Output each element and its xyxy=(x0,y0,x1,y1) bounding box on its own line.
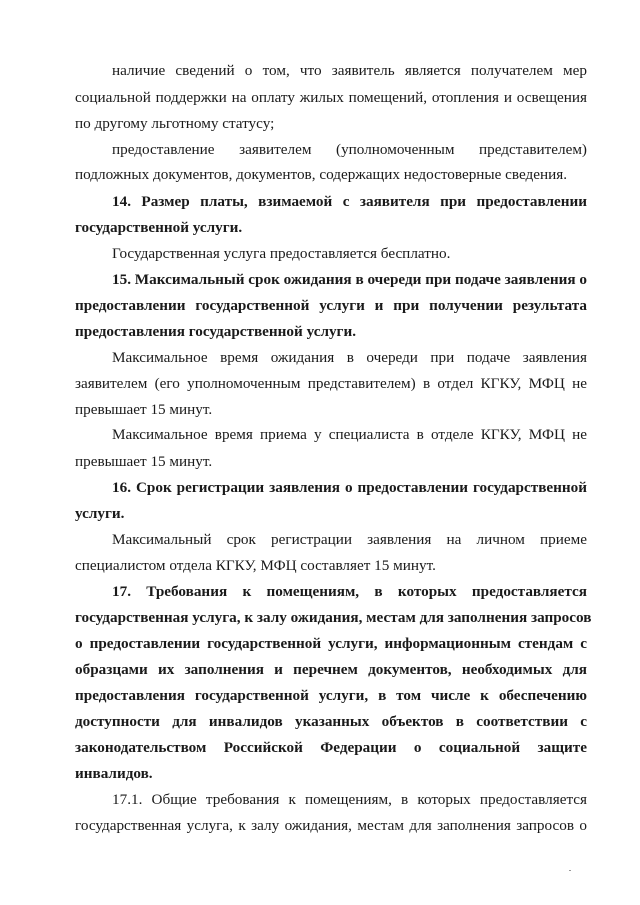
text-line: Максимальное время приема у специалиста в отделе КГКУ, МФЦ не xyxy=(112,426,587,443)
section-heading-14-cont: государственной услуги. xyxy=(75,219,243,236)
section-heading-15-cont: предоставления государственной услуги. xyxy=(75,323,356,340)
section-heading-17-cont: образцами их заполнения и перечнем документов, необходимых для xyxy=(75,661,587,678)
text-line: по другому льготному статусу; xyxy=(75,115,275,132)
text-line: предоставление заявителем (уполномоченным представителем) xyxy=(112,141,587,158)
section-heading-17: 17. Требования к помещениям, в которых предоставляется xyxy=(112,583,587,600)
scan-speck xyxy=(569,870,571,871)
text-line: Максимальное время ожидания в очереди при подаче заявления xyxy=(112,349,587,366)
text-line: заявителем (его уполномоченным представителем) в отдел КГКУ, МФЦ не xyxy=(75,375,587,392)
text-line: превышает 15 минут. xyxy=(75,453,213,470)
text-line: наличие сведений о том, что заявитель является получателем мер xyxy=(112,62,587,79)
section-heading-17-cont: предоставления государственной услуги, в том числе к обеспечению xyxy=(75,687,587,704)
section-heading-14: 14. Размер платы, взимаемой с заявителя при предоставлении xyxy=(112,193,587,210)
section-heading-17-cont: государственная услуга, к залу ожидания, местам для заполнения запросов xyxy=(75,609,592,626)
section-heading-16: 16. Срок регистрации заявления о предоставлении государственной xyxy=(112,479,587,496)
section-heading-16-cont: услуги. xyxy=(75,505,125,522)
section-heading-17-cont: о предоставлении государственной услуги, информационным стендам с xyxy=(75,635,587,652)
section-heading-15-cont: предоставлении государственной услуги и при получении результата xyxy=(75,297,587,314)
section-heading-17-cont: инвалидов. xyxy=(75,765,153,782)
text-line: 17.1. Общие требования к помещениям, в которых предоставляется xyxy=(112,791,587,808)
text-line: Максимальный срок регистрации заявления на личном приеме xyxy=(112,531,587,548)
text-line: государственная услуга, к залу ожидания, местам для заполнения запросов о xyxy=(75,817,587,834)
text-line: подложных документов, документов, содержащих недостоверные сведения. xyxy=(75,166,568,183)
section-heading-17-cont: доступности для инвалидов указанных объектов в соответствии с xyxy=(75,713,587,730)
text-line: превышает 15 минут. xyxy=(75,401,213,418)
section-heading-17-cont: законодательством Российской Федерации о социальной защите xyxy=(75,739,587,756)
text-line: социальной поддержки на оплату жилых помещений, отопления и освещения xyxy=(75,89,587,106)
text-line: специалистом отдела КГКУ, МФЦ составляет 15 минут. xyxy=(75,557,436,574)
section-heading-15: 15. Максимальный срок ожидания в очереди при подаче заявления о xyxy=(112,271,587,288)
text-line: Государственная услуга предоставляется бесплатно. xyxy=(112,245,451,262)
